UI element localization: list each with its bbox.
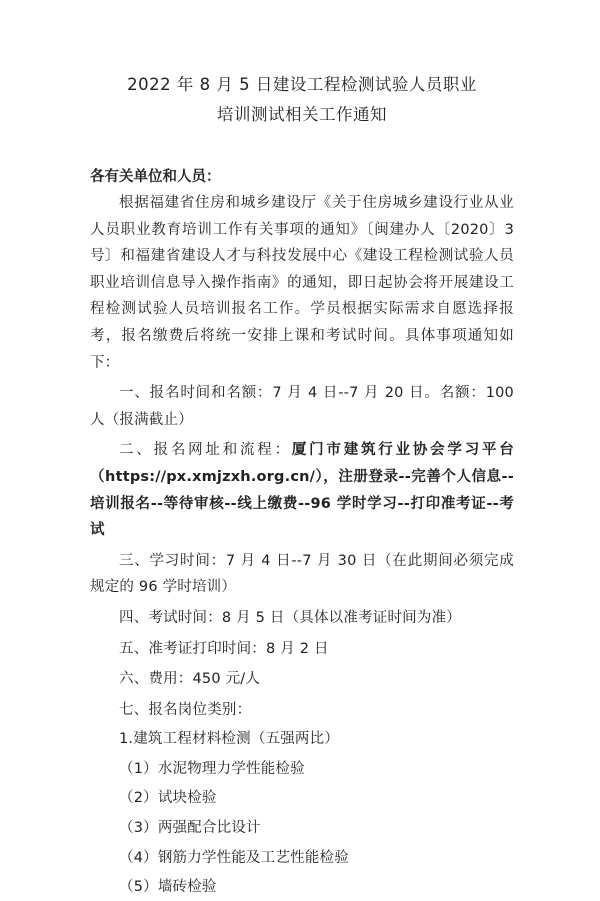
item-admission-print-date: 五、准考证打印时间：8 月 2 日 (119, 640, 329, 657)
item-registration-url-process (90, 437, 514, 543)
item-study-period: 三、学习时间：7 月 4 日--7 月 30 日（在此期间必须完成规定的 96 学时培训） (90, 552, 514, 596)
item-exam-date: 四、考试时间：8 月 5 日（具体以准考证时间为准） (119, 609, 461, 626)
item-two-bold-text: 厦门市建筑行业协会学习平台（https://px.xmjzxh.org.cn/），注册登录--完善个人信息--培训报名--等待审核--线上缴费--96 学时学习--打印准考证--考试 (90, 442, 514, 539)
category-sub-item: （4）钢筋力学性能及工艺性能检验 (119, 849, 349, 866)
salutation: 各有关单位和人员： (90, 169, 221, 185)
category-sub-item: （5）墙砖检验 (119, 879, 217, 896)
category-heading: 1.建筑工程材料检测（五强两比） (119, 731, 340, 748)
category-sub-item: （3）两强配合比设计 (119, 820, 261, 837)
item-position-categories: 七、报名岗位类别： (119, 701, 252, 718)
category-sub-item: （2）试块检验 (119, 790, 217, 807)
intro-paragraph: 根据福建省住房和城乡建设厅《关于住房城乡建设行业从业人员职业教育培训工作有关事项的通知》〔闽建办人〔2020〕3 号〕和福建省建设人才与科技发展中心《建设工程检测试验人员职业培训信息导入操作指南》的通知，即日起协会将开展建设工程检测试验人员培训报名工作。学员根据实际需求自愿选择报考，报名缴费后将统一安排上课和考试时间。具体事项通知如下： (90, 195, 514, 371)
notice-title-line1: 2022 年 8 月 5 日建设工程检测试验人员职业 (127, 75, 477, 94)
item-fee: 六、费用：450 元/人 (119, 671, 261, 688)
notice-title-line2: 培训测试相关工作通知 (217, 105, 387, 124)
item-registration-quota: 一、报名时间和名额：7 月 4 日--7 月 20 日。名额：100 人（报满截止） (90, 385, 514, 428)
category-sub-item: （1）水泥物理力学性能检验 (119, 760, 305, 777)
item-two-prefix: 二、报名网址和流程： (119, 442, 292, 459)
